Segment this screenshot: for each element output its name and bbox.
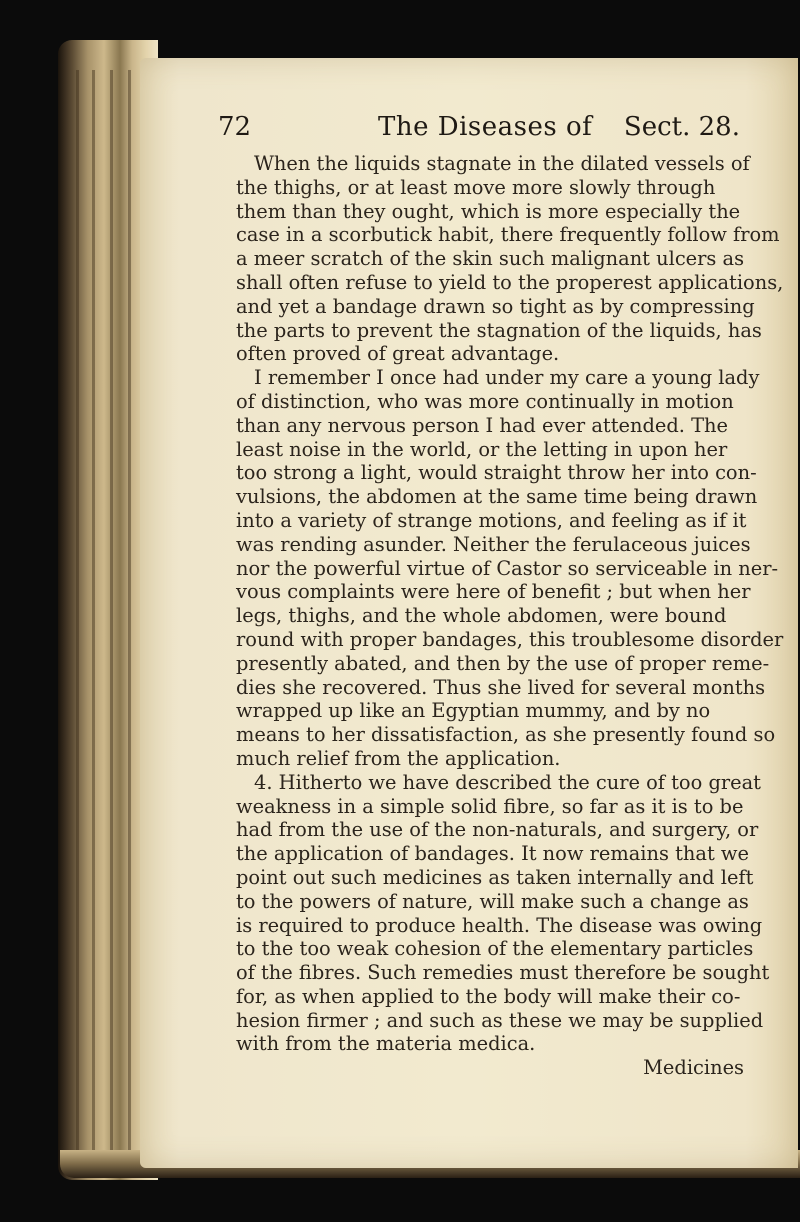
text-line: hesion firmer ; and such as these we may be supplied: [236, 1008, 764, 1032]
text-line: them than they ought, which is more especially the: [236, 199, 741, 223]
text-line: than any nervous person I had ever attended. The: [236, 413, 728, 437]
text-line: and yet a bandage drawn so tight as by compressing: [236, 294, 755, 318]
text-line: the parts to prevent the stagnation of the liquids, has: [236, 318, 762, 342]
text-line: is required to produce health. The disease was owing: [236, 913, 763, 937]
text-line: shall often refuse to yield to the properest applications,: [236, 270, 784, 294]
running-title: The Diseases of: [378, 112, 593, 142]
text-line: to the powers of nature, will make such a change as: [236, 889, 749, 913]
text-line: was rending asunder. Neither the ferulaceous juices: [236, 532, 751, 556]
text-line: vulsions, the abdomen at the same time being drawn: [236, 485, 758, 509]
text-line: legs, thighs, and the whole abdomen, were bound: [236, 604, 727, 628]
text-line: into a variety of strange motions, and feeling as if it: [236, 508, 747, 532]
text-line: nor the powerful virtue of Castor so serviceable in ner-: [236, 556, 779, 580]
text-line: with from the materia medica.: [236, 1032, 536, 1056]
text-line: case in a scorbutick habit, there frequently follow from: [236, 223, 780, 247]
text-line: vous complaints were here of benefit ; but when her: [236, 580, 751, 604]
page-number: 72: [218, 112, 252, 142]
text-line: point out such medicines as taken internally and left: [236, 865, 754, 889]
text-line: too strong a light, would straight throw her into con-: [236, 461, 757, 485]
text-line: a meer scratch of the skin such malignant ulcers as: [236, 247, 745, 271]
text-line: wrapped up like an Egyptian mummy, and by no: [236, 699, 711, 723]
body-text: [232, 152, 784, 1080]
text-line: the thighs, or at least move more slowly through: [236, 175, 716, 199]
text-line: had from the use of the non-naturals, and surgery, or: [236, 818, 759, 842]
text-line: of distinction, who was more continually in motion: [236, 389, 734, 413]
text-line: 4. Hitherto we have described the cure of too great: [254, 770, 761, 794]
text-line: the application of bandages. It now remains that we: [236, 842, 749, 866]
text-line: When the liquids stagnate in the dilated vessels of: [254, 152, 750, 175]
running-header: [218, 112, 740, 154]
text-line: for, as when applied to the body will make their co-: [236, 984, 741, 1008]
text-line: much relief from the application.: [236, 746, 561, 770]
text-line: of the fibres. Such remedies must therefore be sought: [236, 961, 770, 985]
text-line: round with proper bandages, this troublesome disorder: [236, 627, 784, 651]
text-line: often proved of great advantage.: [236, 342, 560, 366]
catchword: Medicines: [643, 1056, 744, 1080]
section-label: Sect. 28.: [623, 112, 740, 142]
text-line: means to her dissatisfaction, as she presently found so: [236, 723, 776, 747]
text-line: least noise in the world, or the letting in upon her: [236, 437, 728, 461]
text-line: weakness in a simple solid fibre, so far as it is to be: [236, 794, 744, 818]
text-line: presently abated, and then by the use of proper reme-: [236, 651, 770, 675]
text-line: dies she recovered. Thus she lived for several months: [236, 675, 766, 699]
text-line: to the too weak cohesion of the elementary particles: [236, 937, 754, 961]
text-line: I remember I once had under my care a young lady: [254, 366, 760, 390]
